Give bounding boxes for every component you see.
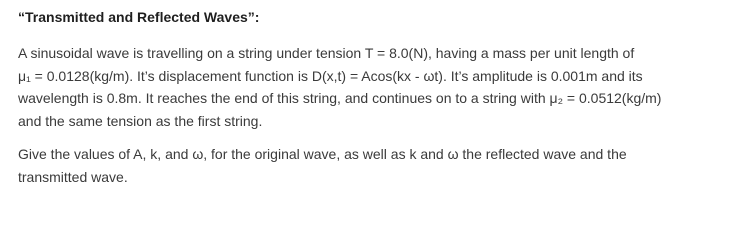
document-title: “Transmitted and Reflected Waves”: <box>18 9 260 25</box>
paragraph-line: wavelength is 0.8m. It reaches the end of this string, and continues on to a string with μ₂ = 0.0512(kg/m) <box>18 90 662 106</box>
paragraph-line: Give the values of A, k, and ω, for the original wave, as well as k and ω the reflected wave and the <box>18 146 627 162</box>
problem-paragraph <box>18 42 731 132</box>
paragraph-line: μ₁ = 0.0128(kg/m). It’s displacement function is D(x,t) = Acos(kx - ωt). It’s amplitude is 0.001m and its <box>18 67 643 84</box>
question-paragraph <box>18 143 731 188</box>
paragraph-line: and the same tension as the first string. <box>18 112 263 129</box>
paragraph-line: transmitted wave. <box>18 168 128 185</box>
paragraph-line: A sinusoidal wave is travelling on a string under tension T = 8.0(N), having a mass per unit length of <box>18 45 635 61</box>
